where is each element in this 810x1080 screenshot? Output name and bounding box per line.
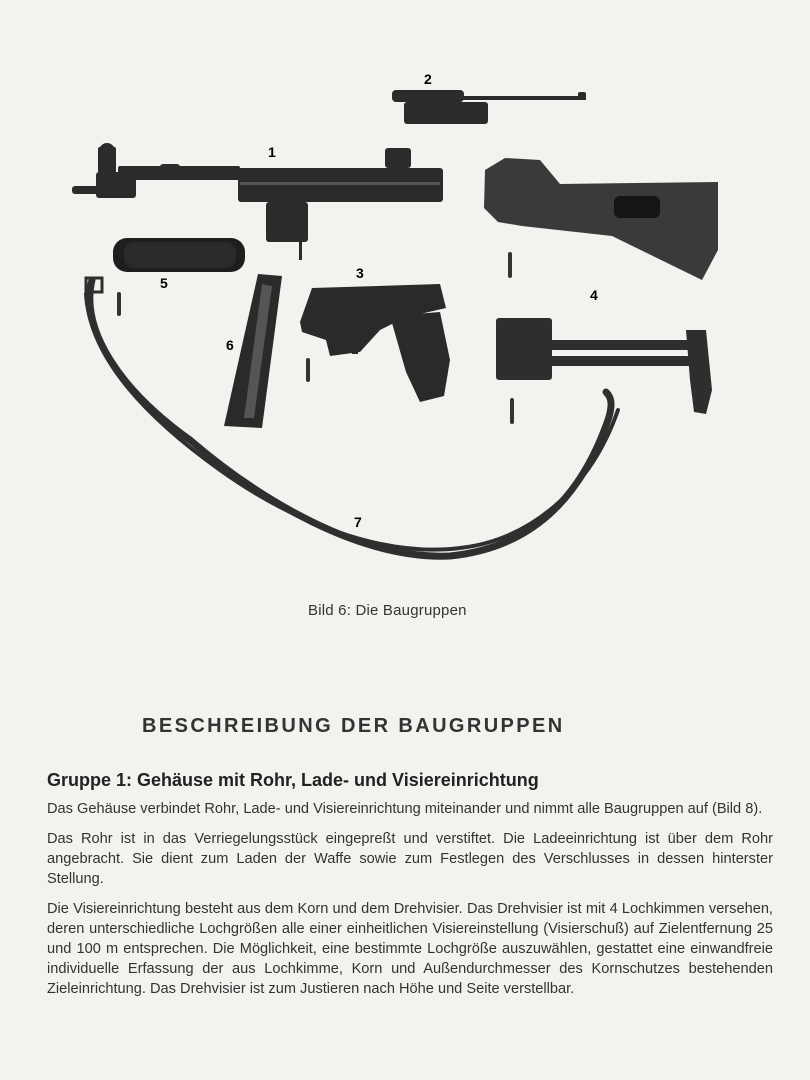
section-heading: BESCHREIBUNG DER BAUGRUPPEN: [142, 715, 565, 737]
retractable-stock: [496, 318, 712, 414]
figure-caption: Bild 6: Die Baugruppen: [308, 602, 467, 619]
paragraph-2: Das Rohr ist in das Verriegelungsstück eingepreßt und verstiftet. Die Ladeeinrichtung ist über dem Rohr angebracht. Sie dient zum Laden der Waffe sowie zum Festlegen des Verschlusses in dessen hinterster Stellung.: [47, 831, 773, 887]
text-block: [47, 770, 773, 1009]
group-title: Gruppe 1: Gehäuse mit Rohr, Lade- und Visiereinrichtung: [47, 770, 539, 790]
paragraph-3: Die Visiereinrichtung besteht aus dem Korn und dem Drehvisier. Das Drehvisier ist mit 4 Lochkimmen versehen, deren unterschiedliche Lochgrößen alle einer einheitlichen Visiereinstellung (Visierschuß) auf Zielentfernung 25 und 100 m entsprechen. Die Möglichkeit, eine bestimmte Lochgröße auszuwählen, gestattet eine einwandfreie individuelle Erfassung der aus Lochkimme, Korn und Außendurchmesser des Kornschutzes bestehenden Zieleinrichtung. Das Drehvisier ist zum Justieren nach Höhe und Seite verstellbar.: [47, 901, 773, 997]
trigger-group: [300, 284, 450, 402]
part-label-2: 2: [424, 71, 432, 87]
paragraph-1: Das Gehäuse verbindet Rohr, Lade- und Visiereinrichtung miteinander und nimmt alle Baugruppen auf (Bild 8).: [47, 801, 763, 817]
bolt-assembly: [392, 90, 586, 124]
part-label-6: 6: [226, 337, 234, 353]
part-label-5: 5: [160, 275, 168, 291]
part-label-1: 1: [268, 144, 276, 160]
part-label-3: 3: [356, 265, 364, 281]
fixed-stock: [484, 158, 718, 280]
part-label-7: 7: [354, 514, 362, 530]
pins: [117, 252, 514, 424]
part-label-4: 4: [590, 287, 598, 303]
handguard: [113, 238, 245, 272]
